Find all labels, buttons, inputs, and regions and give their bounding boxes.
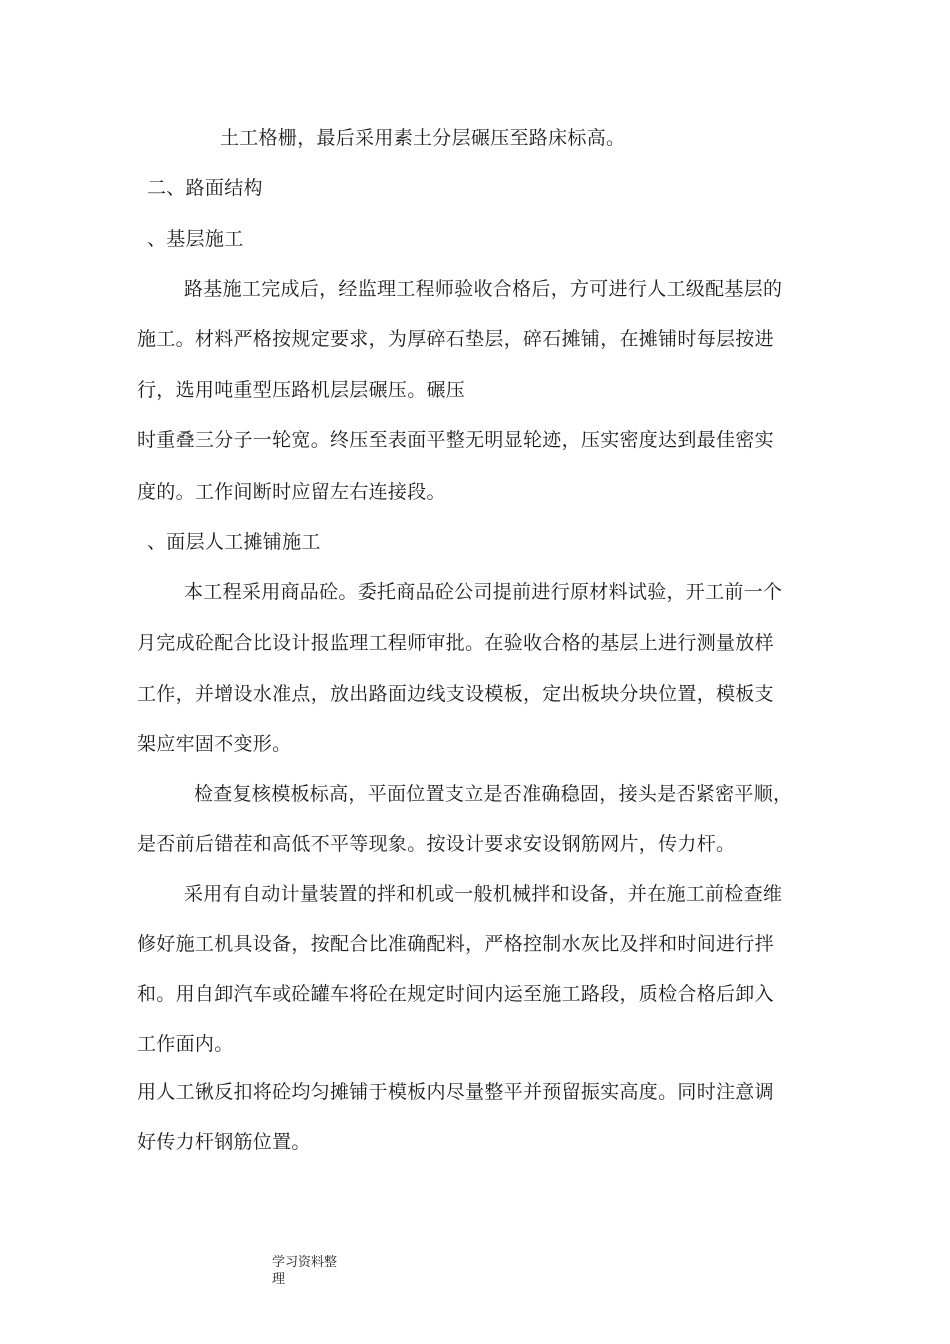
- paragraph-line: 检查复核模板标高，平面位置支立是否准确稳固，接头是否紧密平顺，: [194, 783, 793, 805]
- paragraph-line: 施工。材料严格按规定要求，为厚碎石垫层，碎石摊铺，在摊铺时每层按进: [137, 328, 774, 350]
- paragraph-line: 工作，并增设水准点，放出路面边线支设模板，定出板块分块位置，模板支: [137, 683, 774, 705]
- paragraph-line: 修好施工机具设备，按配合比准确配料，严格控制水灰比及拌和时间进行拌: [137, 933, 774, 955]
- paragraph-line: 架应牢固不变形。: [137, 733, 292, 755]
- paragraph-line: 时重叠三分子一轮宽。终压至表面平整无明显轮迹，压实密度达到最佳密实: [137, 429, 774, 451]
- paragraph-line: 月完成砼配合比设计报监理工程师审批。在验收合格的基层上进行测量放样: [137, 632, 774, 654]
- paragraph-line: 用人工锹反扣将砼均匀摊铺于模板内尽量整平并预留振实高度。同时注意调: [137, 1081, 774, 1103]
- paragraph-line: 是否前后错茬和高低不平等现象。按设计要求安设钢筋网片，传力杆。: [137, 833, 736, 855]
- paragraph-line: 路基施工完成后，经监理工程师验收合格后，方可进行人工级配基层的: [184, 278, 783, 300]
- paragraph-line: 采用有自动计量装置的拌和机或一般机械拌和设备，并在施工前检查维: [184, 883, 783, 905]
- paragraph-line: 土工格栅，最后采用素土分层碾压至路床标高。: [220, 127, 626, 149]
- paragraph-line: 好传力杆钢筋位置。: [137, 1131, 311, 1153]
- paragraph-line: 行，选用吨重型压路机层层碾压。碾压: [137, 379, 466, 401]
- page-footer: 学习资料整理: [272, 1255, 338, 1287]
- subsection-heading: 、基层施工: [147, 228, 244, 250]
- paragraph-line: 工作面内。: [137, 1033, 234, 1055]
- subsection-heading: 、面层人工摊铺施工: [147, 531, 321, 553]
- section-heading: 二、路面结构: [147, 177, 263, 199]
- paragraph-line: 本工程采用商品砼。委托商品砼公司提前进行原材料试验，开工前一个: [184, 581, 783, 603]
- paragraph-line: 度的。工作间断时应留左右连接段。: [137, 481, 446, 503]
- paragraph-line: 和。用自卸汽车或砼罐车将砼在规定时间内运至施工路段，质检合格后卸入: [137, 983, 774, 1005]
